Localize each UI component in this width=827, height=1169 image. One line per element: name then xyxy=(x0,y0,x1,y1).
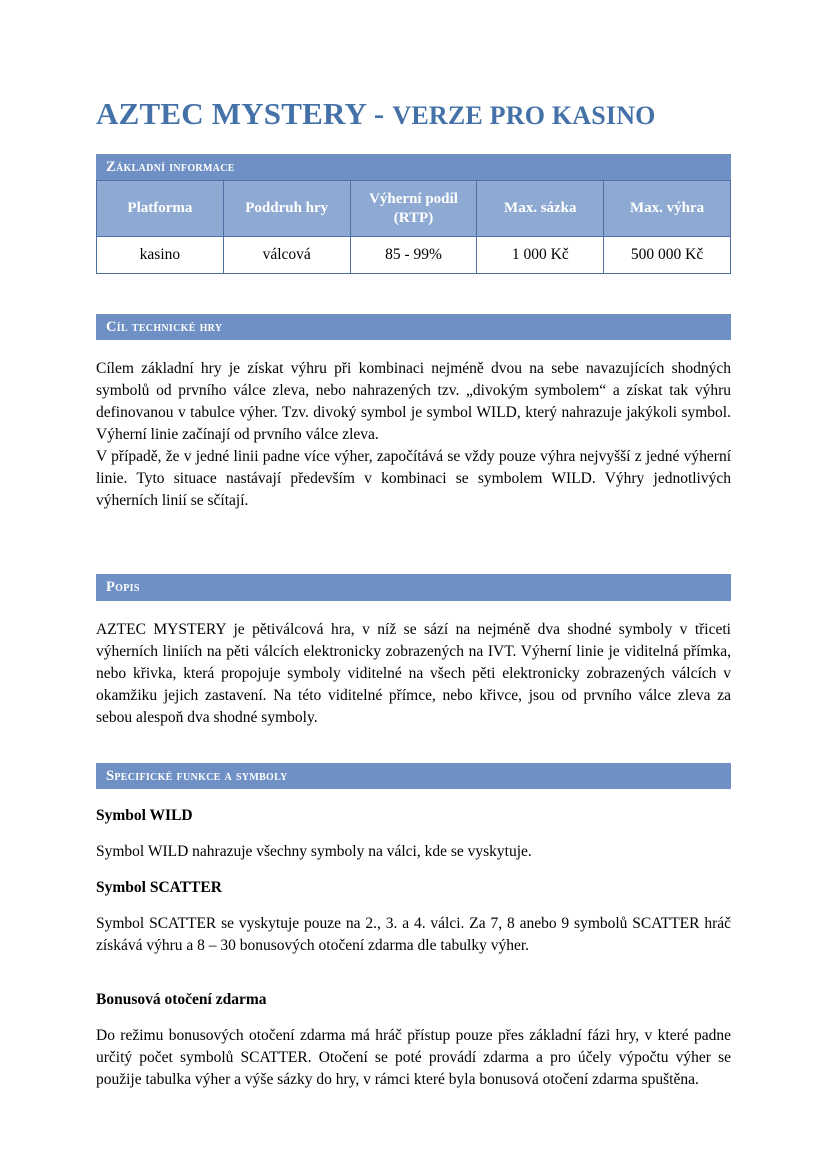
basic-info-table xyxy=(96,180,731,275)
table-cell-rtp: 85 - 99% xyxy=(350,237,477,274)
spacer xyxy=(96,512,731,552)
page-title-main: AZTEC MYSTERY - xyxy=(96,96,393,131)
goal-paragraph-1: Cílem základní hry je získat výhru při kombinaci nejméně dvou na sebe navazujících shodných symbolů od prvního válce zleva, nebo nahrazených tzv. „divokým symbolem“ a získat tak výhru definovanou v tabulce výher. Tzv. divoký symbol je symbol WILD, který nahrazuje jakýkoli symbol. Výherní linie začínají od prvního válce zleva. xyxy=(96,360,731,444)
spacer xyxy=(96,825,731,841)
table-header-rtp: Výherní podíl (RTP) xyxy=(350,180,477,237)
description-paragraph-1: AZTEC MYSTERY je pětiválcová hra, v níž se sází na nejméně dva shodné symboly v třiceti výherních liniích na pěti válcích elektronicky zobrazených na IVT. Výherní linie je viditelná přímka, nebo křivka, která propojuje symboly viditelné na všech pěti elektronicky zobrazených válcích v okamžiku jejich zastavení. Na této viditelné přímce, nebo křivce, jsou od prvního válce zleva za sebou alespoň dva shodné symboly. xyxy=(96,620,731,726)
section-heading-basic-info: Základní informace xyxy=(96,154,731,180)
table-header-subtype: Poddruh hry xyxy=(223,180,350,237)
subheading-scatter: Symbol SCATTER xyxy=(96,878,222,896)
table-cell-subtype: válcová xyxy=(223,237,350,274)
table-header-max-bet: Max. sázka xyxy=(477,180,604,237)
bonus-paragraph: Do režimu bonusových otočení zdarma má hráč přístup pouze přes základní fázi hry, v které padne určitý počet symbolů SCATTER. Otočení se poté provádí zdarma a pro účely výpočtu výher se použije tabulka výher a výše sázky do hry, v rámci které byla bonusová otočení zdarma spuštěna. xyxy=(96,1026,731,1088)
spacer xyxy=(96,601,731,619)
table-header-max-win: Max. výhra xyxy=(604,180,731,237)
spacer xyxy=(96,863,731,879)
scatter-paragraph: Symbol SCATTER se vyskytuje pouze na 2., 3. a 4. válci. Za 7, 8 anebo 9 symbolů SCATTER hráč získává výhru a 8 – 30 bonusových otočení zdarma dle tabulky výher. xyxy=(96,914,731,954)
table-row xyxy=(97,237,731,274)
subheading-bonus: Bonusová otočení zdarma xyxy=(96,990,267,1008)
table-cell-platform: kasino xyxy=(97,237,224,274)
spacer xyxy=(96,957,731,991)
spacer xyxy=(96,340,731,358)
table-header-row xyxy=(97,180,731,237)
section-heading-goal: Cíl technické hry xyxy=(96,314,731,340)
spacer xyxy=(96,552,731,574)
table-header-platform: Platforma xyxy=(97,180,224,237)
spacer xyxy=(96,1009,731,1025)
section-heading-features: Specifické funkce a symboly xyxy=(96,763,731,789)
section-heading-description: Popis xyxy=(96,574,731,600)
table-cell-max-win: 500 000 Kč xyxy=(604,237,731,274)
page-title xyxy=(96,96,731,132)
goal-paragraph-2: V případě, že v jedné linii padne více výher, započítává se vždy pouze výhra nejvyšší z jedné výherní linie. Tyto situace nastávají především v kombinaci se symbolem WILD. Výhry jednotlivých výherních linií se sčítají. xyxy=(96,448,731,510)
spacer xyxy=(96,897,731,913)
subheading-wild: Symbol WILD xyxy=(96,806,193,824)
spacer xyxy=(96,789,731,807)
wild-paragraph: Symbol WILD nahrazuje všechny symboly na válci, kde se vyskytuje. xyxy=(96,842,532,860)
table-cell-max-bet: 1 000 Kč xyxy=(477,237,604,274)
spacer xyxy=(96,274,731,314)
page-title-sub: VERZE PRO KASINO xyxy=(392,101,656,130)
spacer xyxy=(96,729,731,763)
